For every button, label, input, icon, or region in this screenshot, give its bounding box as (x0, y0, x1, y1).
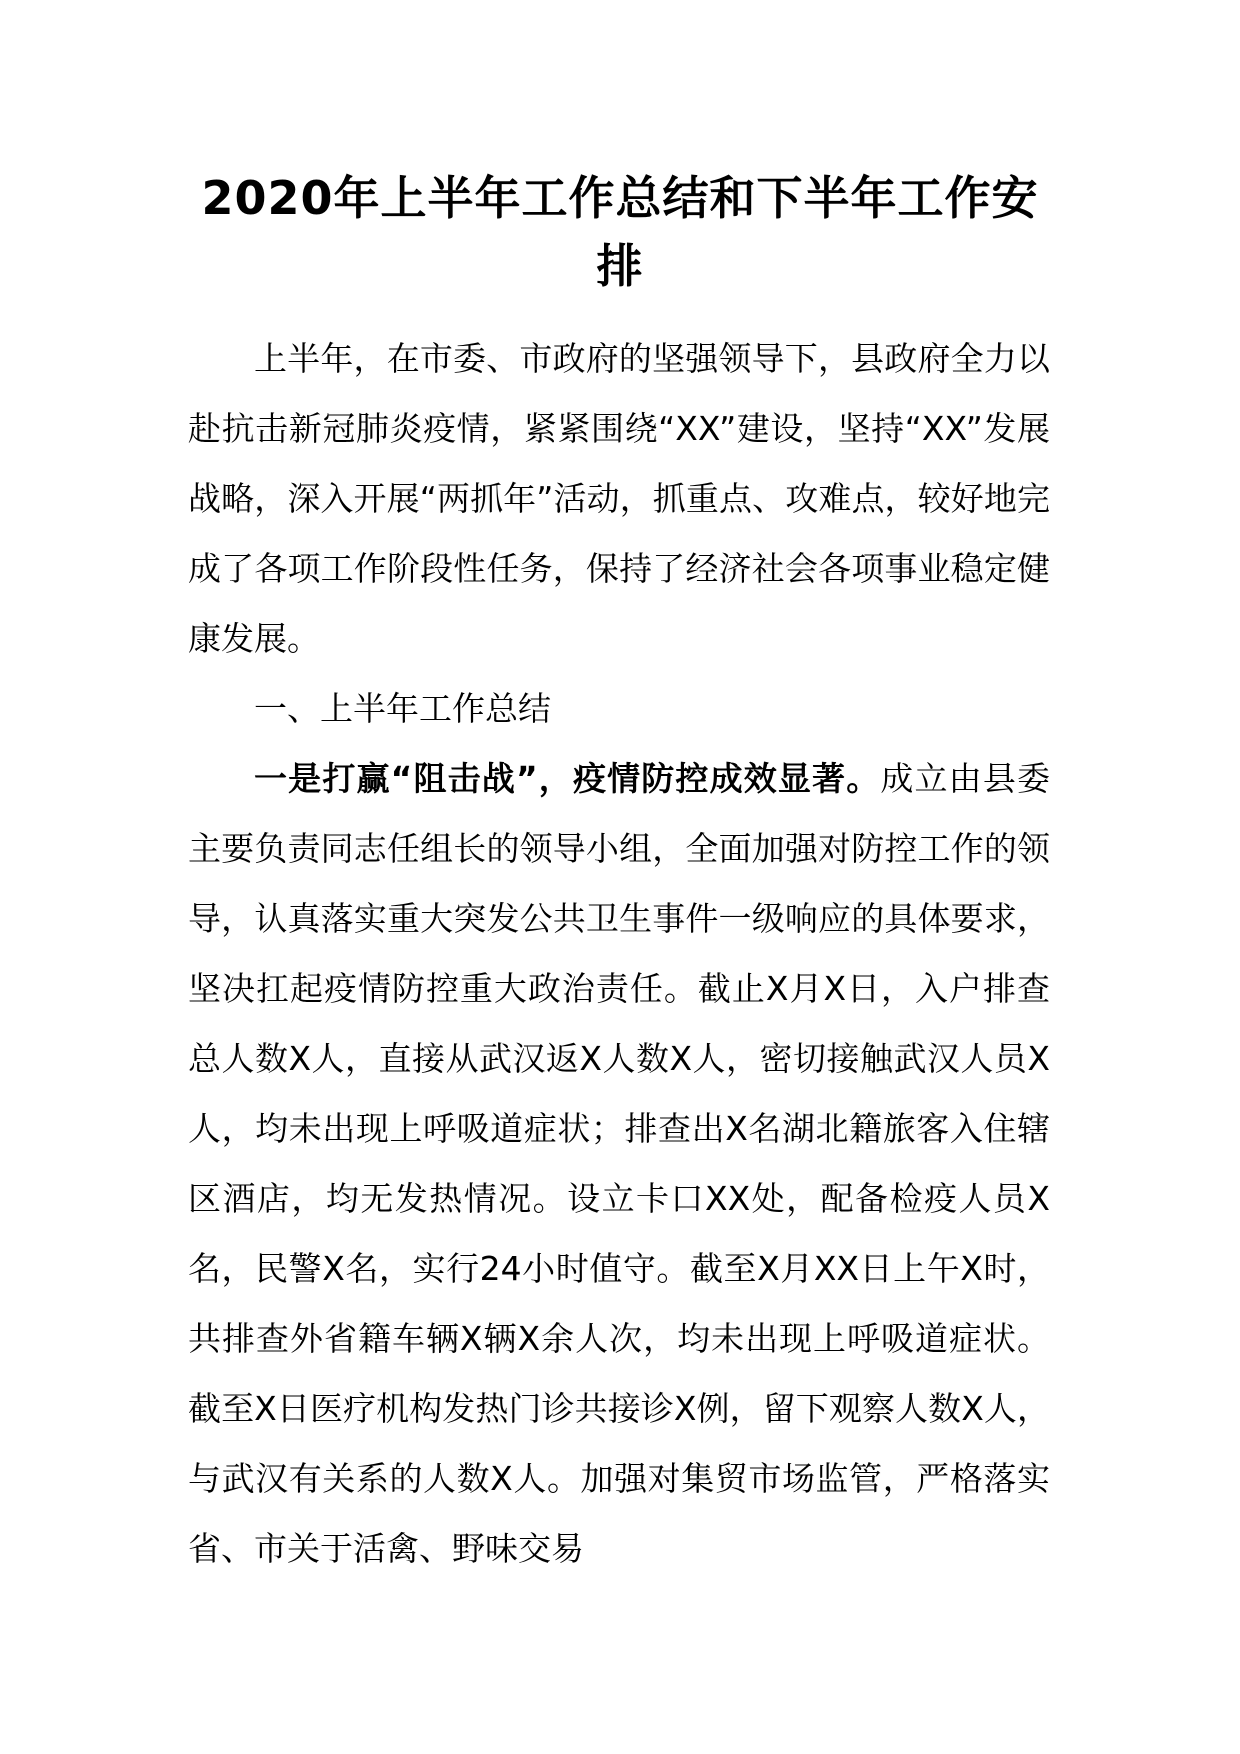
paragraph-lead: 一是打赢“阻击战”，疫情防控成效显著。 (254, 759, 881, 798)
intro-paragraph (188, 324, 1050, 674)
epidemic-paragraph (188, 744, 1050, 1584)
section-heading-text: 一、上半年工作总结 (254, 689, 551, 728)
document-body (188, 324, 1050, 1584)
section-heading (188, 674, 1050, 744)
paragraph-text: 成立由县委主要负责同志任组长的领导小组，全面加强对防控工作的领导，认真落实重大突发公共卫生事件一级响应的具体要求，坚决扛起疫情防控重大政治责任。截止X月X日，入户排查总人数X人，直接从武汉返X人数X人，密切接触武汉人员X人，均未出现上呼吸道症状；排查出X名湖北籍旅客入住辖区酒店，均无发热情况。设立卡口XX处，配备检疫人员X名，民警X名，实行24小时值守。截至X月XX日上午X时，共排查外省籍车辆X辆X余人次，均未出现上呼吸道症状。截至X日医疗机构发热门诊共接诊X例，留下观察人数X人，与武汉有关系的人数X人。加强对集贸市场监管，严格落实省、市关于活禽、野味交易 (188, 759, 1050, 1568)
document-title: 2020年上半年工作总结和下半年工作安排 (201, 171, 1039, 293)
paragraph-text: 上半年，在市委、市政府的坚强领导下，县政府全力以赴抗击新冠肺炎疫情，紧紧围绕“XX”建设，坚持“XX”发展战略，深入开展“两抓年”活动，抓重点、攻难点，较好地完成了各项工作阶段性任务，保持了经济社会各项事业稳定健康发展。 (188, 339, 1050, 658)
